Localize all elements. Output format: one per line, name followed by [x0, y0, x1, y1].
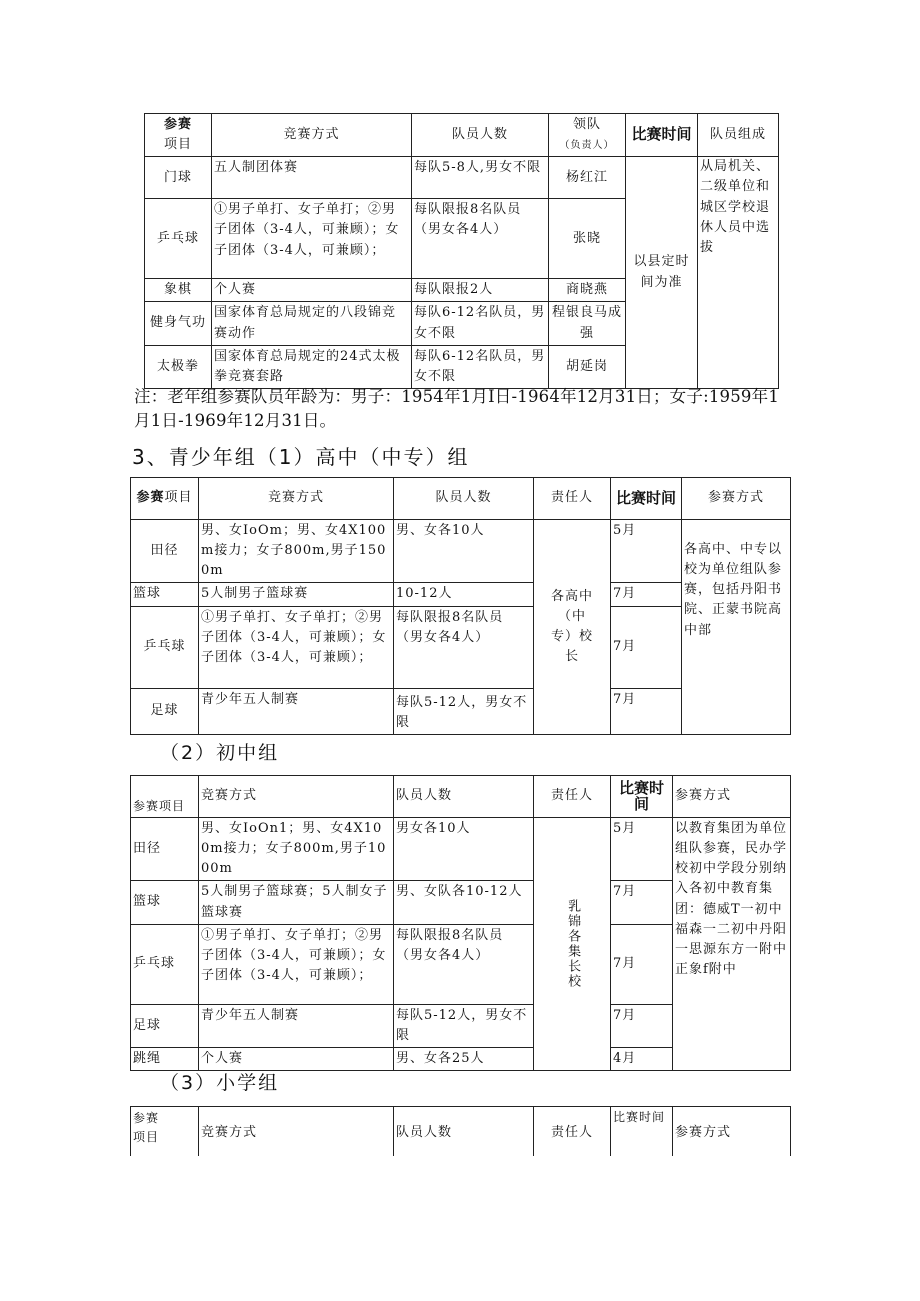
row-count: 男、女队各10-12人: [394, 881, 534, 924]
header-time: 比赛时间: [626, 114, 698, 157]
row-count: 每队5-8人,男女不限: [412, 157, 549, 199]
row-count: 每队6-12名队员，男女不限: [412, 302, 549, 345]
row-item: 乒乓球: [131, 924, 199, 1004]
primary-table: [130, 1106, 791, 1156]
row-item: 田径: [131, 818, 199, 881]
header-count: 队员人数: [394, 478, 534, 520]
header-mode: 竞赛方式: [199, 776, 394, 818]
middleschool-table: [130, 775, 791, 1071]
row-time: 7月: [611, 881, 673, 924]
row-count: 每队6-12名队员，男女不限: [412, 345, 549, 388]
row-time: 7月: [611, 924, 673, 1004]
row-time: 7月: [611, 1004, 673, 1047]
comp-merged: 从局机关、二级单位和城区学校退休人员中选拔: [698, 157, 779, 389]
row-mode: 五人制团体赛: [212, 157, 412, 199]
resp-merged: 乳锦各集长校: [534, 818, 611, 1071]
header-comp: 队员组成: [698, 114, 779, 157]
header-count: 队员人数: [412, 114, 549, 157]
row-item: 太极拳: [145, 345, 212, 388]
row-mode: 国家体育总局规定的八段锦竞赛动作: [212, 302, 412, 345]
row-leader: 商晓燕: [549, 279, 626, 302]
row-item: 健身气功: [145, 302, 212, 345]
row-time: 5月: [611, 818, 673, 881]
header-mode: 竞赛方式: [199, 1107, 394, 1157]
header-leader: 领队 （负责人）: [549, 114, 626, 157]
header-time: 比赛时间: [611, 776, 673, 818]
row-time: 7月: [611, 606, 682, 688]
row-time: 7月: [611, 688, 682, 734]
row-count: 男女各10人: [394, 818, 534, 881]
row-item: 乒乓球: [131, 606, 199, 688]
row-count: 每队限报8名队员（男女各4人）: [394, 924, 534, 1004]
row-count: 男、女各25人: [394, 1047, 534, 1070]
row-mode: 青少年五人制赛: [199, 1004, 394, 1047]
row-count: 每队5-12人，男女不限: [394, 688, 534, 734]
row-mode: 男、女IoOn1；男、女4X100m接力；女子800m,男子1000m: [199, 818, 394, 881]
header-count: 队员人数: [394, 776, 534, 818]
row-item: 门球: [145, 157, 212, 199]
header-resp: 责任人: [534, 776, 611, 818]
row-count: 每队5-12人，男女不限: [394, 1004, 534, 1047]
row-leader: 胡延岗: [549, 345, 626, 388]
row-item: 象棋: [145, 279, 212, 302]
section-heading-highschool: 3、青少年组（1）高中（中专）组: [132, 445, 470, 469]
header-comp: 参赛方式: [673, 776, 791, 818]
header-item: 参赛项目: [131, 776, 199, 818]
comp-merged: 各高中、中专以校为单位组队参赛，包括丹阳书院、正蒙书院高中部: [682, 520, 791, 735]
row-item: 乒乓球: [145, 199, 212, 279]
header-item: 参赛 项目: [145, 114, 212, 157]
row-item: 篮球: [131, 583, 199, 606]
highschool-table: [130, 477, 791, 735]
header-item: 参赛项目: [131, 478, 199, 520]
elderly-group-table: [144, 113, 779, 389]
row-mode: ①男子单打、女子单打；②男子团体（3-4人，可兼顾）；女子团体（3-4人，可兼顾）；: [212, 199, 412, 279]
row-leader: 程银良马成强: [549, 302, 626, 345]
row-mode: 国家体育总局规定的24式太极拳竞赛套路: [212, 345, 412, 388]
header-count: 队员人数: [394, 1107, 534, 1157]
row-mode: ①男子单打、女子单打；②男子团体（3-4人，可兼顾）；女子团体（3-4人，可兼顾）；: [199, 606, 394, 688]
header-item: 参赛 项目: [131, 1107, 199, 1157]
header-comp: 参赛方式: [682, 478, 791, 520]
row-mode: 个人赛: [199, 1047, 394, 1070]
row-item: 足球: [131, 688, 199, 734]
row-item: 足球: [131, 1004, 199, 1047]
comp-merged: 以教育集团为单位组队参赛，民办学校初中学段分别纳入各初中教育集团：德威T一初中福森一二初中丹阳一思源东方一附中正象f附中: [673, 818, 791, 1071]
section-heading-middleschool: （2）初中组: [160, 742, 280, 764]
row-mode: 青少年五人制赛: [199, 688, 394, 734]
resp-merged: 各高中（中专）校长: [534, 520, 611, 735]
row-mode: 个人赛: [212, 279, 412, 302]
row-count: 10-12人: [394, 583, 534, 606]
row-mode: ①男子单打、女子单打；②男子团体（3-4人，可兼顾）；女子团体（3-4人，可兼顾）；: [199, 924, 394, 1004]
row-leader: 杨红江: [549, 157, 626, 199]
row-item: 田径: [131, 520, 199, 583]
row-count: 每队限报8名队员（男女各4人）: [394, 606, 534, 688]
age-note: 注：老年组参赛队员年龄为：男子：1954年1月I日-1964年12月31日；女子:1959年1月1日-1969年12月31日。: [134, 387, 780, 430]
row-mode: 男、女IoOm；男、女4X100m接力；女子800m,男子1500m: [199, 520, 394, 583]
header-time: 比赛时间: [611, 1107, 673, 1157]
row-time: 4月: [611, 1047, 673, 1070]
primary-table-clip: [130, 1106, 792, 1156]
row-time: 7月: [611, 583, 682, 606]
header-time: 比赛时间: [611, 478, 682, 520]
row-count: 每队限报2人: [412, 279, 549, 302]
header-resp: 责任人: [534, 1107, 611, 1157]
time-merged: 以县定时间为准: [626, 157, 698, 389]
row-count: 每队限报8名队员（男女各4人）: [412, 199, 549, 279]
header-mode: 竞赛方式: [212, 114, 412, 157]
row-mode: 5人制男子篮球赛: [199, 583, 394, 606]
row-item: 跳绳: [131, 1047, 199, 1070]
row-leader: 张晓: [549, 199, 626, 279]
section-heading-primary: （3）小学组: [160, 1072, 280, 1094]
row-mode: 5人制男子篮球赛；5人制女子篮球赛: [199, 881, 394, 924]
header-resp: 责任人: [534, 478, 611, 520]
row-count: 男、女各10人: [394, 520, 534, 583]
header-comp: 参赛方式: [673, 1107, 791, 1157]
row-time: 5月: [611, 520, 682, 583]
header-mode: 竞赛方式: [199, 478, 394, 520]
row-item: 篮球: [131, 881, 199, 924]
